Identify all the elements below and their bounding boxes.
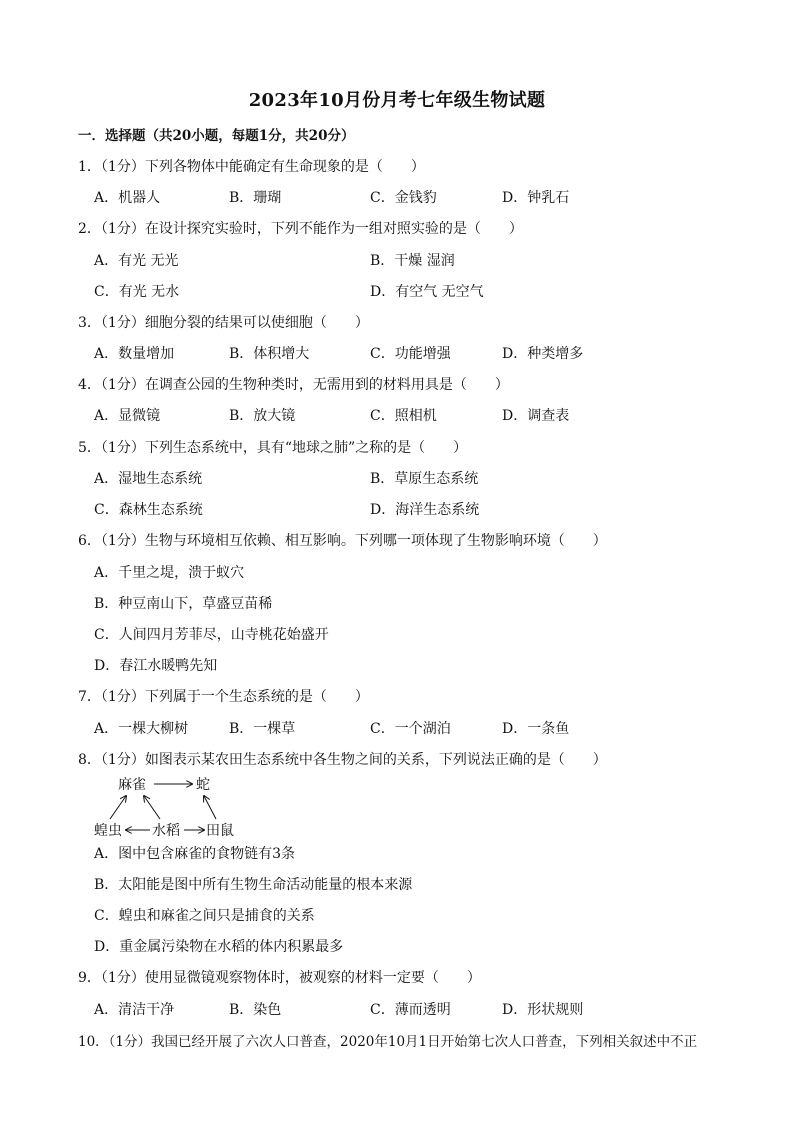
question-10: 10．（1分）我国已经开展了六次人口普查，2020年10月1日开始第七次人口普查，下列相关叙述中不正 xyxy=(78,1034,698,1050)
q6-option-d: D．春江水暖鸭先知 xyxy=(94,658,218,674)
q6-option-c: C．人间四月芳菲尽，山寺桃花始盛开 xyxy=(94,627,329,643)
q5-option-a: A．湿地生态系统 xyxy=(94,471,203,487)
q7-option-b: B．一棵草 xyxy=(229,721,296,737)
q9-option-b: B．染色 xyxy=(229,1002,282,1018)
question-9: 9．（1分）使用显微镜观察物体时，被观察的材料一定要（ ） xyxy=(78,970,481,986)
q7-option-c: C．一个湖泊 xyxy=(370,721,451,737)
q4-option-a: A．显微镜 xyxy=(94,408,161,424)
q2-option-a: A．有光 无光 xyxy=(94,253,179,269)
node-rice: 水稻 xyxy=(152,823,180,839)
q1-option-d: D．钟乳石 xyxy=(502,190,570,206)
question-2: 2．（1分）在设计探究实验时，下列不能作为一组对照实验的是（ ） xyxy=(78,221,523,237)
q3-option-d: D．种类增多 xyxy=(502,346,584,362)
q3-option-c: C．功能增强 xyxy=(370,346,451,362)
q8-option-c: C．蝗虫和麻雀之间只是捕食的关系 xyxy=(94,908,315,924)
food-web-diagram xyxy=(90,772,240,842)
q9-option-c: C．薄而透明 xyxy=(370,1002,451,1018)
question-7: 7．（1分）下列属于一个生态系统的是（ ） xyxy=(78,689,369,705)
question-3: 3．（1分）细胞分裂的结果可以使细胞（ ） xyxy=(78,315,369,331)
section-heading: 一．选择题（共20小题，每题1分，共20分） xyxy=(78,128,355,144)
arrow-mouse-snake xyxy=(204,796,216,819)
q7-option-d: D．一条鱼 xyxy=(502,721,570,737)
q6-option-b: B．种豆南山下，草盛豆苗稀 xyxy=(94,596,273,612)
q1-option-a: A．机器人 xyxy=(94,190,161,206)
node-sparrow: 麻雀 xyxy=(118,777,146,793)
q2-option-c: C．有光 无水 xyxy=(94,284,180,300)
q9-option-d: D．形状规则 xyxy=(502,1002,584,1018)
q5-option-c: C．森林生态系统 xyxy=(94,502,203,518)
q4-option-c: C．照相机 xyxy=(370,408,437,424)
q1-option-b: B．珊瑚 xyxy=(229,190,282,206)
q9-option-a: A．清洁干净 xyxy=(94,1002,175,1018)
q4-option-d: D．调查表 xyxy=(502,408,570,424)
q5-option-b: B．草原生态系统 xyxy=(370,471,479,487)
node-mouse: 田鼠 xyxy=(206,823,234,839)
q3-option-b: B．体积增大 xyxy=(229,346,310,362)
node-locust: 蝗虫 xyxy=(94,823,122,839)
question-6: 6．（1分）生物与环境相互依赖、相互影响。下列哪一项体现了生物影响环境（ ） xyxy=(78,533,607,549)
question-1: 1．（1分）下列各物体中能确定有生命现象的是（ ） xyxy=(78,159,425,175)
q8-option-d: D．重金属污染物在水稻的体内积累最多 xyxy=(94,939,344,955)
q1-option-c: C．金钱豹 xyxy=(370,190,437,206)
q7-option-a: A．一棵大柳树 xyxy=(94,721,189,737)
q2-option-d: D．有空气 无空气 xyxy=(370,284,484,300)
q5-option-d: D．海洋生态系统 xyxy=(370,502,480,518)
q6-option-a: A．千里之堤，溃于蚁穴 xyxy=(94,565,245,581)
question-4: 4．（1分）在调查公园的生物种类时，无需用到的材料用具是（ ） xyxy=(78,377,509,393)
q8-option-b: B．太阳能是图中所有生物生命活动能量的根本来源 xyxy=(94,877,413,893)
node-snake: 蛇 xyxy=(196,777,210,793)
q3-option-a: A．数量增加 xyxy=(94,346,175,362)
page-title: 2023年10月份月考七年级生物试题 xyxy=(248,90,546,111)
arrow-locust-sparrow xyxy=(110,796,126,819)
q2-option-b: B．干燥 湿润 xyxy=(370,253,455,269)
q4-option-b: B．放大镜 xyxy=(229,408,296,424)
question-5: 5．（1分）下列生态系统中，具有“地球之肺”之称的是（ ） xyxy=(78,440,468,456)
question-8: 8．（1分）如图表示某农田生态系统中各生物之间的关系，下列说法正确的是（ ） xyxy=(78,752,607,768)
q8-option-a: A．图中包含麻雀的食物链有3条 xyxy=(94,846,296,862)
arrow-rice-sparrow xyxy=(144,796,160,819)
